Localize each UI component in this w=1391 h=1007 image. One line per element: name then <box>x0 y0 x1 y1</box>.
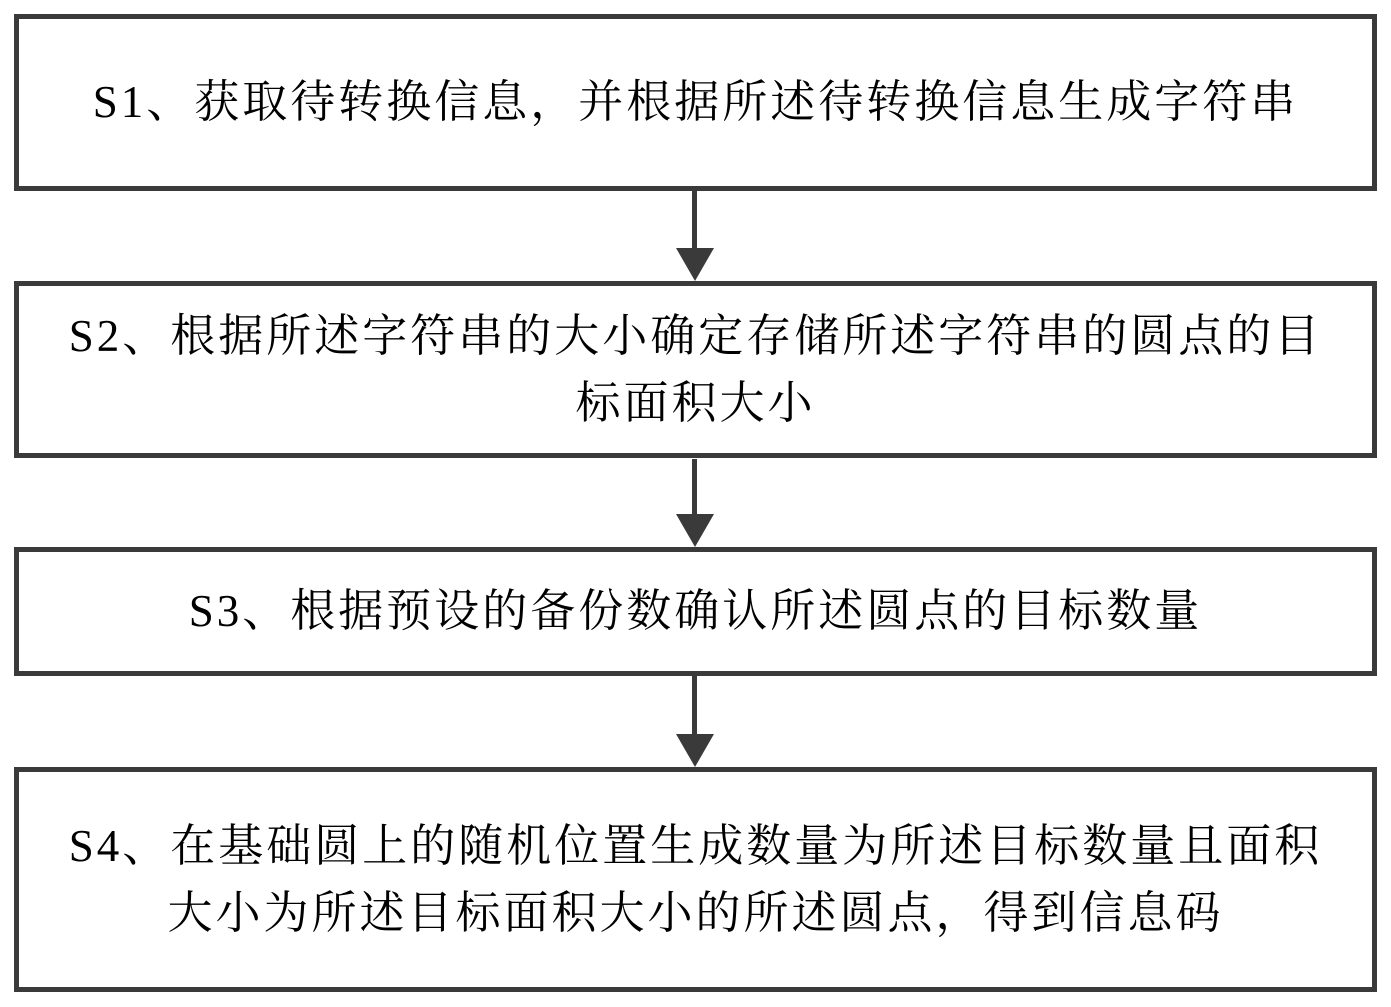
arrow-down-icon <box>676 248 714 281</box>
step-box-s1 <box>14 14 1377 191</box>
connector-s1-s2 <box>674 191 715 281</box>
step-s2-text-line2: 标面积大小 <box>575 377 816 428</box>
step-box-s3 <box>14 547 1377 676</box>
step-s2-text-line1: S2、根据所述字符串的大小确定存储所述字符串的圆点的目 <box>68 310 1323 361</box>
step-s3-text: S3、根据预设的备份数确认所述圆点的目标数量 <box>188 586 1203 636</box>
connector-s3-s4 <box>674 676 715 767</box>
arrow-shaft <box>692 459 697 514</box>
step-s4-text-line1: S4、在基础圆上的随机位置生成数量为所述目标数量且面积 <box>68 820 1323 871</box>
step-s4-text-line2: 大小为所述目标面积大小的所述圆点，得到信息码 <box>167 887 1224 938</box>
arrow-down-icon <box>676 734 714 767</box>
step-box-s4 <box>14 767 1377 992</box>
step-s1-text: S1、获取待转换信息，并根据所述待转换信息生成字符串 <box>92 77 1299 127</box>
step-box-s2 <box>14 281 1377 458</box>
connector-s2-s3 <box>674 459 715 547</box>
arrow-shaft <box>692 191 697 248</box>
arrow-down-icon <box>676 514 714 547</box>
arrow-shaft <box>692 676 697 734</box>
